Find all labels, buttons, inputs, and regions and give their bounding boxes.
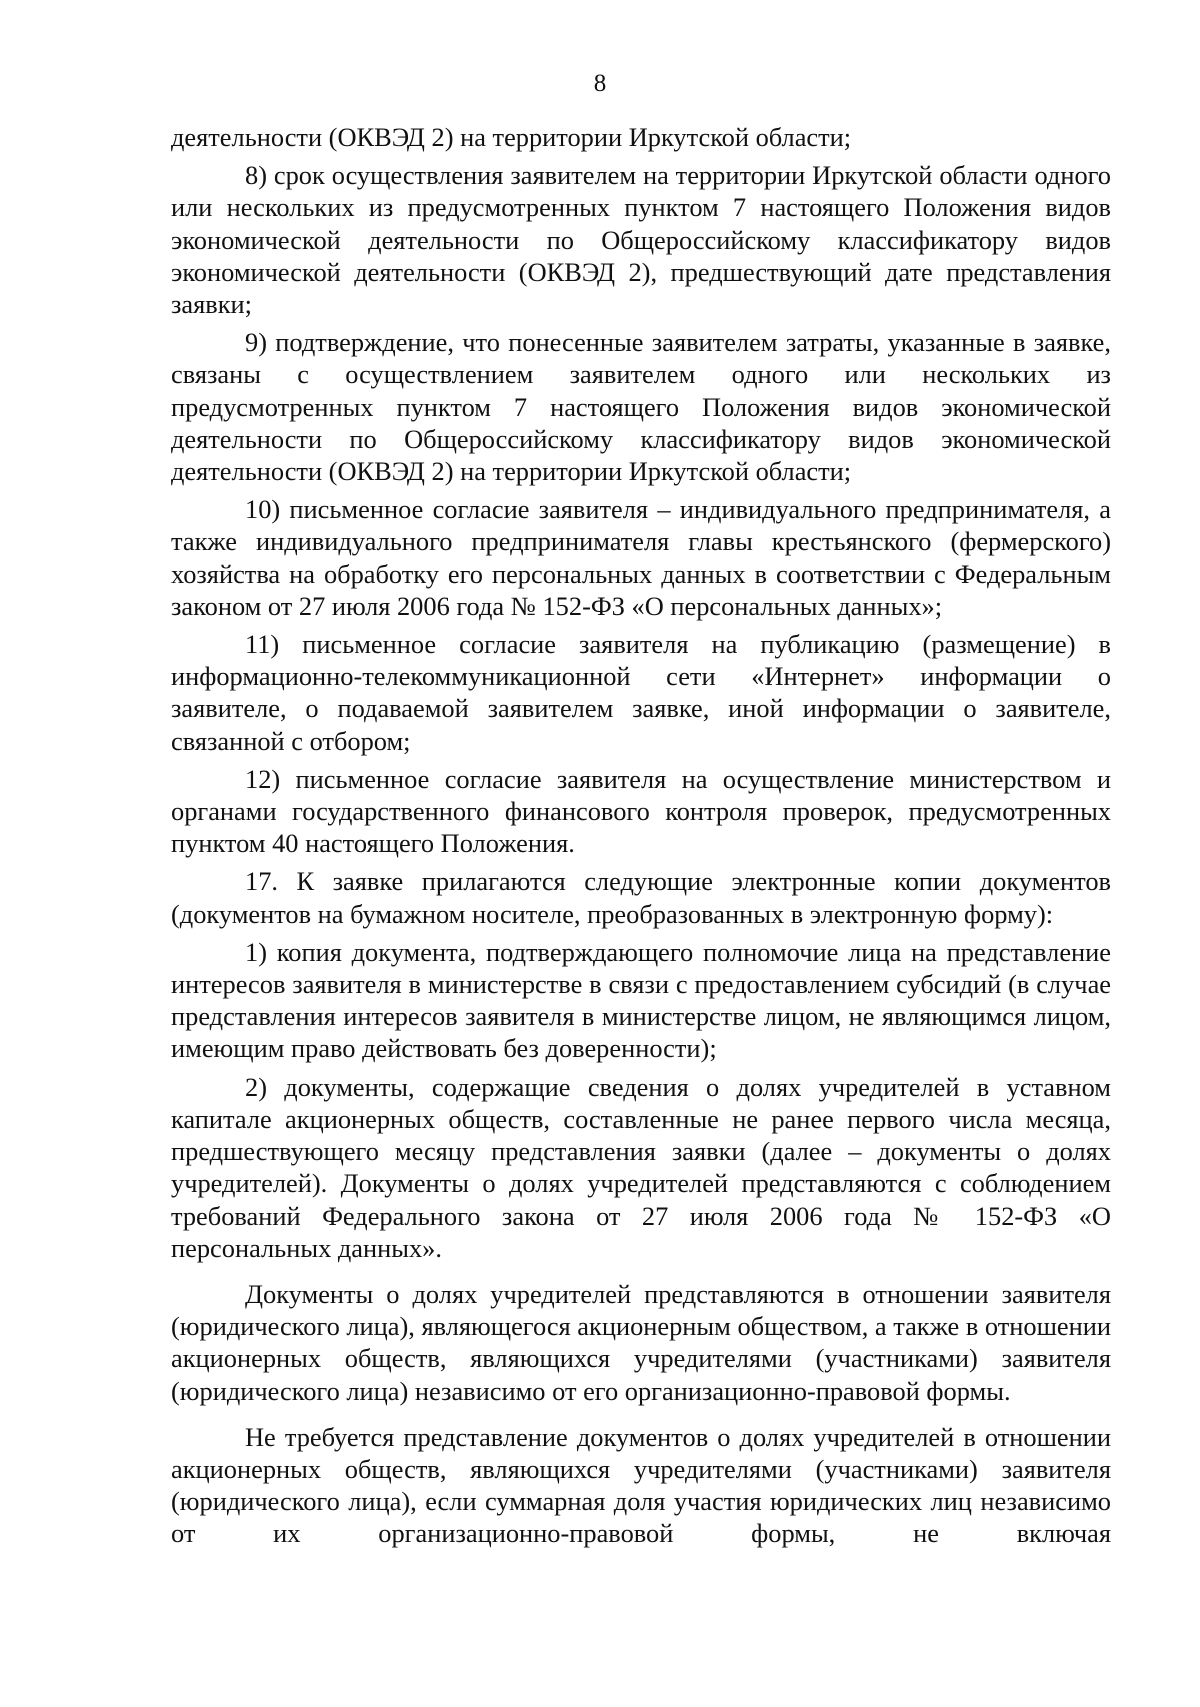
paragraph-okved-continuation: деятельности (ОКВЭД 2) на территории Иркутской области;: [171, 122, 852, 152]
section-17: 17. К заявке прилагаются следующие электронные копии документов (документов на бумажном носителе, преобразованных в электронную форму):: [171, 866, 1111, 929]
list-item-10: 10) письменное согласие заявителя – индивидуального предпринимателя, а также индивидуального предпринимателя главы крестьянского (фермерского) хозяйства на обработку его персональных данных в соответствии с Федеральным законом от 27 июля 2006 года № 152-ФЗ «О персональных данных»;: [171, 494, 1111, 621]
paragraph-not-required: Не требуется представление документов о долях учредителей в отношении акционерных обществ, являющихся учредителями (участниками) заявителя (юридического лица), если суммарная доля участия юридических лиц независимо от их организационно-правовой формы, не включая: [171, 1421, 1111, 1549]
attachment-item-1: 1) копия документа, подтверждающего полномочие лица на представление интересов заявителя в министерстве в связи с предоставлением субсидий (в случае представления интересов заявителя в министерстве лицом, не являющимся лицом, имеющим право действовать без доверенности);: [171, 936, 1111, 1064]
list-item-12: 12) письменное согласие заявителя на осуществление министерством и органами государственного финансового контроля проверок, предусмотренных пунктом 40 настоящего Положения.: [171, 763, 1111, 859]
paragraph-shareholder-documents: Документы о долях учредителей представляются в отношении заявителя (юридического лица), являющегося акционерным обществом, а также в отношении акционерных обществ, являющихся учредителями (участниками) заявителя (юридического лица) независимо от его организационно-правовой формы.: [171, 1278, 1111, 1406]
list-item-9: 9) подтверждение, что понесенные заявителем затраты, указанные в заявке, связаны с осуществлением заявителем одного или нескольких из предусмотренных пунктом 7 настоящего Положения видов экономической деятельности по Общероссийскому классификатору видов экономической деятельности (ОКВЭД 2) на территории Иркутской области;: [171, 327, 1111, 487]
document-body: [171, 121, 1111, 1550]
page-number: 8: [593, 70, 607, 97]
attachment-item-2: 2) документы, содержащие сведения о долях учредителей в уставном капитале акционерных обществ, составленные не ранее первого числа месяца, предшествующего месяцу представления заявки (далее – документы о долях учредителей). Документы о долях учредителей представляются с соблюдением требований Федерального закона от 27 июля 2006 года № 152-ФЗ «О персональных данных».: [171, 1071, 1111, 1263]
list-item-8: 8) срок осуществления заявителем на территории Иркутской области одного или нескольких из предусмотренных пунктом 7 настоящего Положения видов экономической деятельности по Общероссийскому классификатору видов экономической деятельности (ОКВЭД 2), предшествующий дате представления заявки;: [171, 160, 1111, 320]
list-item-11: 11) письменное согласие заявителя на публикацию (размещение) в информационно-телекоммуникационной сети «Интернет» информации о заявителе, о подаваемой заявителем заявке, иной информации о заявителе, связанной с отбором;: [171, 629, 1111, 756]
